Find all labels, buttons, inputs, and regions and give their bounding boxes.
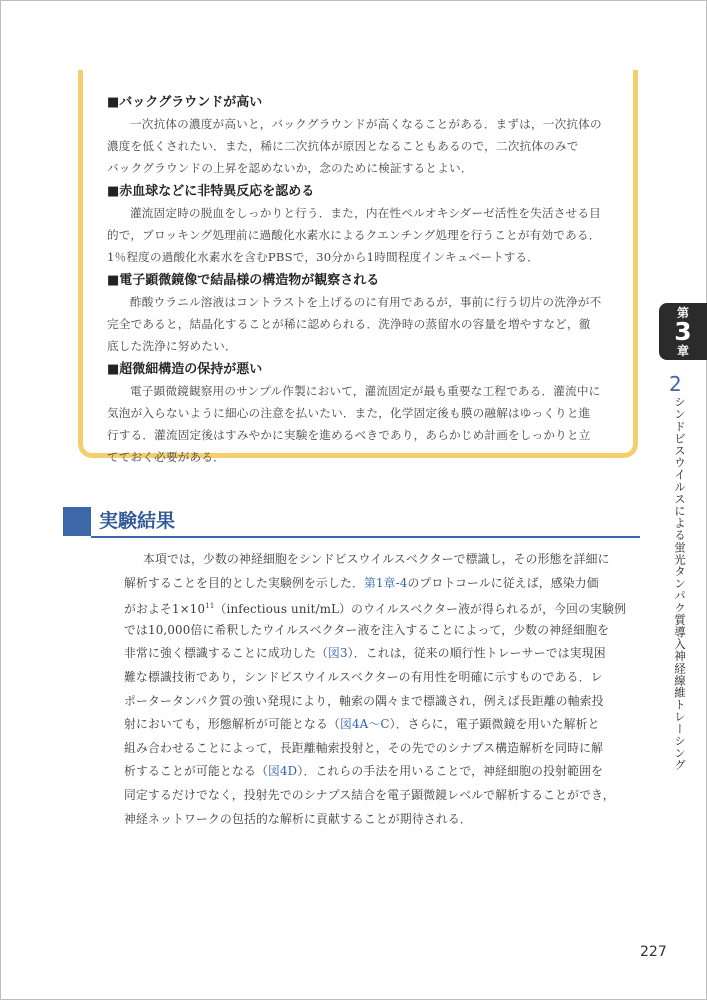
body-text: 組み合わせることによって，長距離軸索投射と，その先でのシナプス構造解析を同時に解 <box>124 740 604 755</box>
chapter-number: 3 <box>674 317 692 346</box>
exponent: 11 <box>205 602 215 611</box>
body-line <box>124 713 643 737</box>
chapter-link[interactable]: 第1章-4 <box>363 575 408 590</box>
body-text: 難な標識技術であり，シンドビスウイルスベクターの有用性を明確に示すものである．レ <box>124 669 603 684</box>
troubleshoot-line: 電子顕微鏡観察用のサンプル作製において，灌流固定が最も重要な工程である．灌流中に <box>130 384 601 398</box>
figure-link-4a-c[interactable]: 図4A〜C <box>339 717 390 732</box>
chapter-tab-top: 第 <box>676 306 689 320</box>
body-line <box>124 642 643 666</box>
body-text: 同定するだけでなく，投射先でのシナプス結合を電子顕微鏡レベルで解析することができ， <box>124 787 615 802</box>
heading-rule <box>91 536 640 538</box>
troubleshoot-line: 濃度を低くされたい．また，稀に二次抗体が原因となることもあるので，二次抗体のみで <box>107 139 579 153</box>
troubleshoot-heading: ■電子顕微鏡像で結晶様の構造物が観察される <box>107 273 380 288</box>
body-line <box>143 548 643 572</box>
body-text: ポータータンパク質の強い発現により，軸索の隅々まで標識され，例えば長距離の軸索投 <box>124 693 604 708</box>
troubleshoot-heading: ■バックグラウンドが高い <box>107 95 263 110</box>
body-text: では10,000倍に希釈したウイルスベクター液を注入することによって，少数の神経細胞を <box>124 622 610 637</box>
section-number: 2 <box>669 372 682 396</box>
results-body <box>124 548 643 831</box>
chapter-tab-bottom: 章 <box>676 344 689 358</box>
body-line <box>124 595 643 619</box>
troubleshoot-heading: ■赤血球などに非特異反応を認める <box>107 184 315 199</box>
troubleshoot-line: 気泡が入らないように細心の注意を払いたい．また，化学固定後も膜の融解はゆっくりと進 <box>107 406 591 420</box>
troubleshoot-line: 完全であると，結晶化することが稀に認められる．洗浄時の蒸留水の容量を増やすなど，徹 <box>107 317 591 331</box>
troubleshoot-line: 底した洗浄に努めたい． <box>107 339 237 353</box>
body-text: 神経ネットワークの包括的な解析に貢献することが期待される． <box>124 811 472 826</box>
troubleshoot-line: 行する．灌流固定後はすみやかに実験を進めるべきであり，あらかじめ計画をしっかりと立 <box>107 428 591 442</box>
troubleshoot-line: 酢酸ウラニル溶液はコントラストを上げるのに有用であるが，事前に行う切片の洗浄が不 <box>130 295 602 309</box>
section-running-title: シンドビスウイルスによる蛍光タンパク質導入神経線維トレーシング <box>673 396 687 772</box>
results-title: 実験結果 <box>99 510 176 532</box>
troubleshoot-line: 一次抗体の濃度が高いと，バックグラウンドが高くなることがある．まずは，一次抗体の <box>130 117 602 131</box>
body-text: ）．さらに，電子顕微鏡を用いた解析と <box>389 717 600 732</box>
body-line <box>124 690 643 714</box>
body-line <box>124 666 643 690</box>
troubleshoot-line: バックグラウンドの上昇を認めないか，念のために検証するとよい． <box>107 161 473 175</box>
body-line <box>124 572 643 596</box>
body-text: （infectious unit/mL）のウイルスベクター液が得られるが，今回の実験例 <box>214 602 627 617</box>
body-line <box>124 784 643 808</box>
body-text: ）．これらの手法を用いることで，神経細胞の投射範囲を <box>297 764 604 779</box>
troubleshoot-line: 灌流固定時の脱血をしっかりと行う．また，内在性ペルオキシダーゼ活性を失活させる目 <box>130 206 601 220</box>
troubleshoot-heading: ■超微細構造の保持が悪い <box>107 362 263 377</box>
body-text: ）．これは，従来の順行性トレーサーでは実現困 <box>347 646 606 661</box>
body-line <box>124 760 643 784</box>
body-text: 射においても，形態解析が可能となる（ <box>124 717 340 732</box>
troubleshooting-content <box>107 90 627 468</box>
body-text: のプロトコールに従えば，感染力価 <box>407 575 599 590</box>
figure-link-4d[interactable]: 図4D <box>267 764 298 779</box>
heading-marker <box>63 507 91 536</box>
chapter-tab[interactable] <box>659 303 707 360</box>
figure-link-3[interactable]: 図3 <box>327 646 348 661</box>
body-text: 析することが可能となる（ <box>124 764 268 779</box>
body-line <box>124 737 643 761</box>
troubleshoot-line: 的で，ブロッキング処理前に過酸化水素水によるクエンチング処理を行うことが有効である． <box>107 228 601 242</box>
body-text: がおよそ1×10 <box>124 602 206 617</box>
body-text: 解析することを目的とした実験例を示した． <box>124 575 364 590</box>
body-line <box>124 619 643 643</box>
troubleshoot-line: てておく必要がある． <box>107 450 225 464</box>
troubleshooting-box <box>78 70 638 464</box>
body-text: 本項では，少数の神経細胞をシンドビスウイルスベクターで標識し，その形態を詳細に <box>143 552 610 566</box>
body-line <box>124 808 643 832</box>
page-number: 227 <box>640 944 667 960</box>
results-heading <box>63 507 640 539</box>
troubleshoot-line: 1％程度の過酸化水素水を含むPBSで，30分から1時間程度インキュベートする． <box>107 250 539 264</box>
body-text: 非常に強く標識することに成功した（ <box>124 646 328 661</box>
